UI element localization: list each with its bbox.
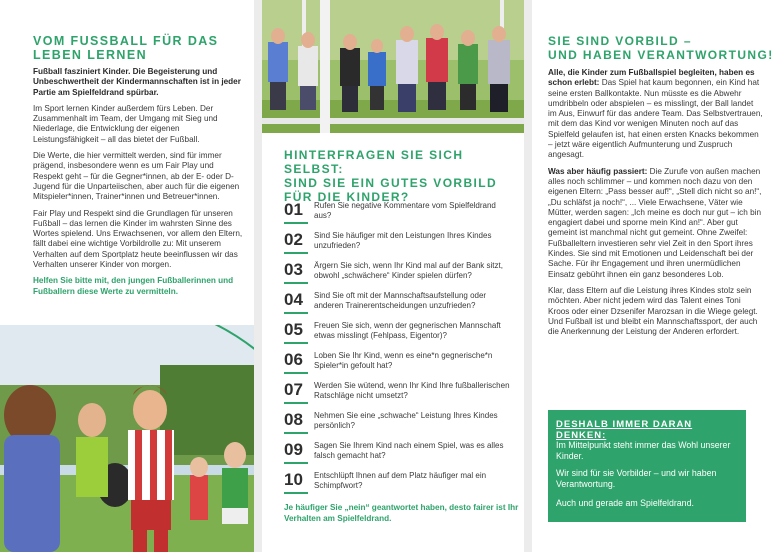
question-number: 10 [284,470,303,489]
question-text: Rufen Sie negative Kommentare vom Spielfeldrand aus? [314,201,496,221]
right-para2 [548,167,764,280]
middle-heading-line1: HINTERFRAGEN SIE SICH SELBST: [284,148,464,176]
left-para3: Fair Play und Respekt sind die Grundlagen für unseren Fußball – das lernen die Kinder im wahrsten Sinne des Wortes spielend. Uns Erwachsenen, vor allem den Eltern, fällt dabei eine wichtige Vorbildrolle zu: Mit unserem Verhalten auf dem Sportplatz heute beeinflussen wir das Verhalten unserer Kinder von morgen. [33,208,243,270]
right-heading [548,34,774,62]
question-text: Ärgern Sie sich, wenn Ihr Kind mal auf der Bank sitzt, obwohl „schwächere“ Kinder spielen dürfen? [314,261,503,281]
question-06 [284,348,516,376]
question-text: Werden Sie wütend, wenn Ihr Kind Ihre fußballerischen Ratschläge nicht umsetzt? [314,381,510,401]
question-rule [284,252,308,254]
question-number: 02 [284,230,303,249]
right-heading-line2: UND HABEN VERANTWORTUNG! [548,48,774,62]
fold-divider-right [524,0,532,552]
right-para3: Klar, dass Eltern auf die Leistung ihres Kindes stolz sein möchten. Aber nicht jedem wird das Talent eines Toni Kroos oder einer Dzsenifer Marozsan in die Wiege gelegt. Und Fußball ist und bleibt ein Mannschaftssport, der auch die Anerkennung der Leistung der Anderen erfordert. [548,285,758,337]
question-number: 01 [284,200,303,219]
middle-heading [284,148,520,204]
question-text: Sind Sie oft mit der Mannschaftsaufstellung oder anderen Trainerentscheidungen unzufrieden? [314,291,487,311]
left-column [0,0,253,552]
kids-photo [0,325,262,552]
question-text: Sagen Sie Ihrem Kind nach einem Spiel, was es alles falsch gemacht hat? [314,441,504,461]
middle-heading-line3: FÜR DIE KINDER? [284,190,410,204]
right-para1-text: Das Spiel hat kaum begonnen, ein Kind hat seine ersten Ballkontakte. Nun müsste es die Abwehr umdribbeln oder abspielen – es misslingt, der Ball landet im Aus, Einwurf für das andere Team. Das Selbstvertrauen, mit dem das Kind vor wenigen Minuten noch auf das Spielfeld gelaufen ist, hat einen ersten Knacks bekommen – jetzt wäre eigentlich Aufmunterung und Zuspruch angesagt. [548,78,763,160]
right-heading-line1: SIE SIND VORBILD – [548,34,692,48]
question-number: 03 [284,260,303,279]
question-05 [284,318,516,346]
left-para2: Die Werte, die hier vermittelt werden, sind für immer prägend, insbesondere wenn es um Fair Play und Respekt geht – für die Gegner*innen, ab der E- oder D-Jugend für die Unparteiischen, aber auch für die eigenen Mitspieler*innen, Trainer*innen und Betreuer*innen. [33,151,240,202]
question-text: Sind Sie häufiger mit den Leistungen Ihres Kindes unzufrieden? [314,231,492,251]
question-07 [284,378,516,406]
question-09 [284,438,516,466]
fold-divider-left [254,0,262,552]
left-para1: Im Sport lernen Kinder außerdem fürs Leben. Der Zusammenhalt im Team, der Umgang mit Sieg und Niederlage, die Entwicklung der eigenen Leistungsfähigkeit – all das bietet der Fußball. [33,103,218,144]
middle-footer: Je häufiger Sie „nein“ geantwortet haben, desto fairer ist Ihr Verhalten am Spielfeldrand. [284,503,519,523]
reminder-box-line2: Wir sind für sie Vorbilder – und wir haben Verantwortung. [556,468,717,489]
question-10 [284,468,516,496]
middle-heading-line2: SIND SIE EIN GUTES VORBILD [284,176,498,190]
left-heading [33,34,243,62]
question-rule [284,462,308,464]
left-intro: Fußball fasziniert Kinder. Die Begeisterung und Unbeschwertheit der Kindermannschaften ist in jeder Partie am Spielfeldrand spürbar. [33,67,241,97]
question-01 [284,198,516,226]
right-para1-lead: Alle, die Kinder zum Fußballspiel begleiten, haben es schon erlebt: [548,68,755,88]
green-arc-decoration [0,325,262,552]
question-text: Entschlüpft Ihnen auf dem Platz häufiger mal ein Schimpfwort? [314,471,487,491]
question-rule [284,372,308,374]
left-heading-line1: VOM FUSSBALL FÜR DAS [33,34,219,48]
question-number: 07 [284,380,303,399]
left-heading-line2: LEBEN LERNEN [33,48,148,62]
question-04 [284,288,516,316]
question-rule [284,492,308,494]
question-02 [284,228,516,256]
question-08 [284,408,516,436]
question-number: 05 [284,320,303,339]
question-03 [284,258,516,286]
question-rule [284,312,308,314]
reminder-box-line3: Auch und gerade am Spielfeldrand. [556,498,694,508]
question-rule [284,342,308,344]
question-rule [284,402,308,404]
question-number: 04 [284,290,303,309]
parents-photo-illustration [262,0,524,133]
question-text: Freuen Sie sich, wenn der gegnerischen Mannschaft etwas misslingt (Fehlpass, Eigentor)? [314,321,501,341]
reminder-box-line1: Im Mittelpunkt steht immer das Wohl unserer Kinder. [556,440,731,461]
right-para2-lead: Was aber häufig passiert: [548,166,648,176]
question-rule [284,432,308,434]
right-para2-text: Die Zurufe von außen machen alles noch schlimmer – und kommen noch dazu von den eigenen Eltern: „Pass besser auf!“, „Stell dich nicht so an!“, „Du schläfst ja noch!“, ... Viele Erwachsene, Väter wie Mütter, werden sagen: „Ich meine es doch nur gut – ich bin engagiert dabei und sporne mein Kind an!“. Aber gut gemeint ist manchmal nicht gut gemeint. Ohne Zweifel: Fußballeltern investieren sehr viel Zeit in den Sport ihres Kindes. Sie sind mit Emotionen und Leidenschaft bei der Sache. Für ihr Engagement und ihren unermüdlichen Einsatz gebührt ihnen ein ganz besonderes Lob. [548,166,762,279]
question-number: 09 [284,440,303,459]
question-number: 06 [284,350,303,369]
left-call-to-action: Helfen Sie bitte mit, den jungen Fußballerinnen und Fußballern diese Werte zu vermitteln. [33,276,234,296]
reminder-box [548,410,746,522]
right-body [548,68,764,343]
right-para1 [548,68,764,161]
left-body [33,67,245,303]
parents-photo [262,0,524,133]
middle-column [262,0,524,552]
question-text: Loben Sie Ihr Kind, wenn es eine*n gegnerische*n Spieler*in gefoult hat? [314,351,493,371]
question-rule [284,282,308,284]
question-number: 08 [284,410,303,429]
reminder-box-title: DESHALB IMMER DARAN DENKEN: [556,419,693,441]
question-rule [284,222,308,224]
question-text: Nehmen Sie eine „schwache“ Leistung Ihres Kindes persönlich? [314,411,498,431]
